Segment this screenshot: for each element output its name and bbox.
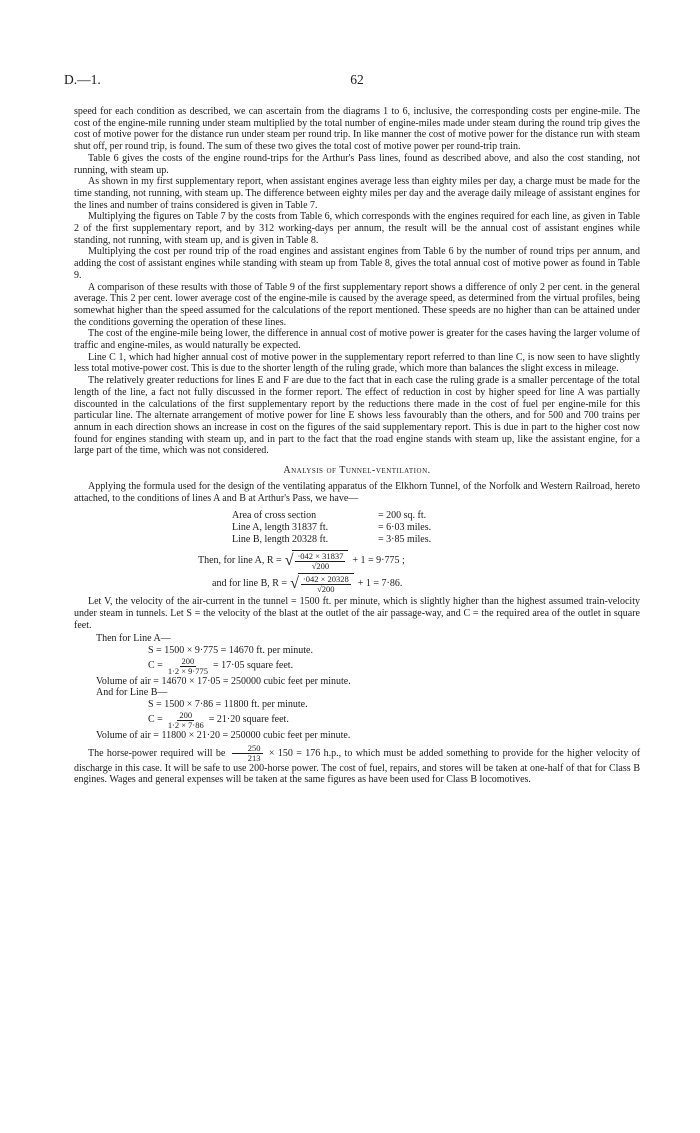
given-value: = 200 sq. ft. — [378, 510, 427, 522]
paragraph: The relatively greater reductions for lines E and F are due to the fact that in each case the ruling grade is a smaller percentage of the total length of the line, a fact not fully discussed in the former report. The effect of reduction in cost by higher speed for line A was partially discounted in the calculations of the first supplementary report by the reductions there made in the cost of fuel per engine-mile for this particular line. The alternate arrangement of motive power for line E shows less favourably than the others, and for 500 and 700 trains per annum in each direction shows an increase in cost on the figures of the said supplementary report. This is due in part to the higher cost now found for engines standing with steam up, and in part to the fact that the road engine stands with steam up, like the assistant engine, for a large part of the time, which was not considered. — [74, 375, 640, 457]
calc-lead: C = — [148, 660, 163, 672]
fraction — [232, 744, 263, 763]
page-number: 62 — [350, 72, 364, 87]
paragraph: Let V, the velocity of the air-current in the tunnel = 1500 ft. per minute, which is slightly higher than the highest assumed train-velocity under steam in tunnels. Let S = the velocity of the blast at the outlet of the air passage-way, and C = the required area of the outlet in square feet. — [74, 596, 640, 631]
numerator: 200 — [181, 655, 195, 666]
given-label: Line A, length 31837 ft. — [232, 522, 329, 534]
denominator: 213 — [247, 752, 261, 763]
line-a-heading: Then for Line A— — [96, 633, 171, 645]
denominator-value: 200 — [321, 584, 335, 595]
line-b-volume: Volume of air = 11800 × 21·20 = 250000 cubic feet per minute. — [96, 729, 351, 741]
paragraph: Line C 1, which had higher annual cost of motive power in the supplementary report referred to than line C, is now seen to have slightly less total motive-power cost. This is due to the shorter length of the ruling grade, which more than balances the slight excess in mileage. — [74, 351, 640, 375]
calc-tail: = 21·20 square feet. — [208, 714, 289, 726]
paragraph: Multiplying the figures on Table 7 by the costs from Table 6, which corresponds with the engines required for each line, as given in Table 2 of the first supplementary report, and by 312 working-days per annum, the result will be the annual cost of assistant engines while standing, not running, with steam up, and is given in Table 8. — [74, 211, 640, 246]
section-intro: Applying the formula used for the design of the ventilating apparatus of the Elkhorn Tunnel, of the Norfolk and Western Railroad, hereto attached, to the conditions of lines A and B at Arthur's Pass, we have— — [74, 480, 640, 504]
numerator: 200 — [179, 709, 193, 720]
given-row — [232, 510, 640, 522]
radicand — [292, 550, 348, 571]
calc-tail: = 17·05 square feet. — [213, 660, 294, 672]
horse-power-paragraph — [74, 744, 640, 786]
paragraph: The cost of the engine-mile being lower, the difference in annual cost of motive power is greater for the cases having the larger volume of traffic and engine-miles, as would naturally be expected. — [74, 328, 640, 352]
denominator: 1·2 × 9·775 — [167, 665, 209, 676]
numerator: ·042 × 20328 — [302, 574, 349, 585]
hp-lead: The horse-power required will be — [88, 747, 226, 759]
fraction — [166, 711, 206, 730]
given-value: = 3·85 miles. — [378, 534, 432, 546]
document-code: D.—1. — [64, 72, 101, 87]
line-b-velocity: S = 1500 × 7·86 = 11800 ft. per minute. — [148, 699, 308, 711]
formula-line-a — [198, 550, 640, 571]
paragraph: speed for each condition as described, we can ascertain from the diagrams 1 to 6, inclusive, the corresponding costs per engine-mile. The cost of the engine-mile running under steam multiplied by the total number of engine-miles made under steam during the round trip gives the cost of motive power for the distance run under steam per round trip. In like manner the cost of motive power for the distance run with steam shut off, per round trip, is found. The sum of these two gives the total cost of motive power per round-trip train. — [74, 106, 640, 153]
line-a-volume: Volume of air = 14670 × 17·05 = 250000 cubic feet per minute. — [96, 675, 351, 687]
given-label: Line B, length 20328 ft. — [232, 534, 329, 546]
fraction — [295, 552, 345, 571]
given-values — [232, 510, 640, 546]
formula-lead: Then, for line A, R = — [198, 554, 282, 566]
line-b-heading: And for Line B— — [96, 687, 168, 699]
paragraph: As shown in my first supplementary report, when assistant engines average less than eighty miles per day, a charge must be made for the time standing, not running, with steam up. The difference between eighty miles per day and the average daily mileage of assistant engines for the lines and number of trains considered is given in Table 7. — [74, 176, 640, 211]
given-label: Area of cross section — [232, 510, 317, 522]
numerator: 250 — [232, 744, 263, 754]
document-body — [74, 106, 640, 786]
given-value: = 6·03 miles. — [378, 522, 432, 534]
document-page — [64, 72, 641, 786]
denominator: 1·2 × 7·86 — [167, 719, 204, 730]
radicand — [298, 573, 354, 594]
fraction — [166, 657, 210, 676]
given-row — [232, 522, 640, 534]
radical-sign: √ — [290, 574, 299, 592]
numerator: ·042 × 31837 — [297, 551, 344, 562]
formula-tail: + 1 = 9·775 ; — [352, 554, 405, 566]
paragraph: A comparison of these results with those of Table 9 of the first supplementary report shows a difference of only 2 per cent. in the general average. This 2 per cent. lower average cost of the engine-mile is caused by the average speed, as determined from the virtual profiles, being somewhat higher than the speed assumed for the calculations of the report mentioned. These speeds are no higher than can be attained under the conditions governing the operation of these lines. — [74, 281, 640, 328]
square-root — [290, 573, 354, 594]
paragraph: Multiplying the cost per round trip of the road engines and assistant engines from Table 6 by the number of round trips per annum, and adding the cost of assistant engines while standing with steam up from Table 8, gives the total annual cost of motive power as found in Table 9. — [74, 246, 640, 281]
line-b-area — [148, 711, 640, 730]
square-root — [285, 550, 349, 571]
hp-tail: × 150 = 176 h.p., to which must be added something to provide for the higher velocity of discharge in this case. It will be safe to use 200-horse power. The cost of fuel, repairs, and stores will be taken at one-half of that for Class B engines. Wages and general expenses will be taken at the same figures as have been used for Class B locomotives. — [74, 747, 641, 786]
calc-lead: C = — [148, 714, 163, 726]
denominator: √200 — [317, 584, 335, 595]
line-a-area — [148, 657, 640, 676]
denominator: √200 — [311, 561, 330, 572]
formula-lead: and for line B, R = — [212, 577, 288, 589]
formula-tail: + 1 = 7·86. — [357, 577, 403, 589]
given-row — [232, 534, 640, 546]
denominator-value: 200 — [316, 561, 330, 572]
paragraph: Table 6 gives the costs of the engine round-trips for the Arthur's Pass lines, found as described above, and also the cost standing, not running, with steam up. — [74, 152, 640, 176]
radical-sign: √ — [284, 551, 294, 569]
formula-line-b — [198, 573, 640, 594]
line-a-velocity: S = 1500 × 9·775 = 14670 ft. per minute. — [148, 645, 313, 657]
page-header — [64, 72, 640, 92]
fraction — [301, 575, 351, 594]
section-heading: Analysis of Tunnel-ventilation. — [283, 465, 431, 477]
